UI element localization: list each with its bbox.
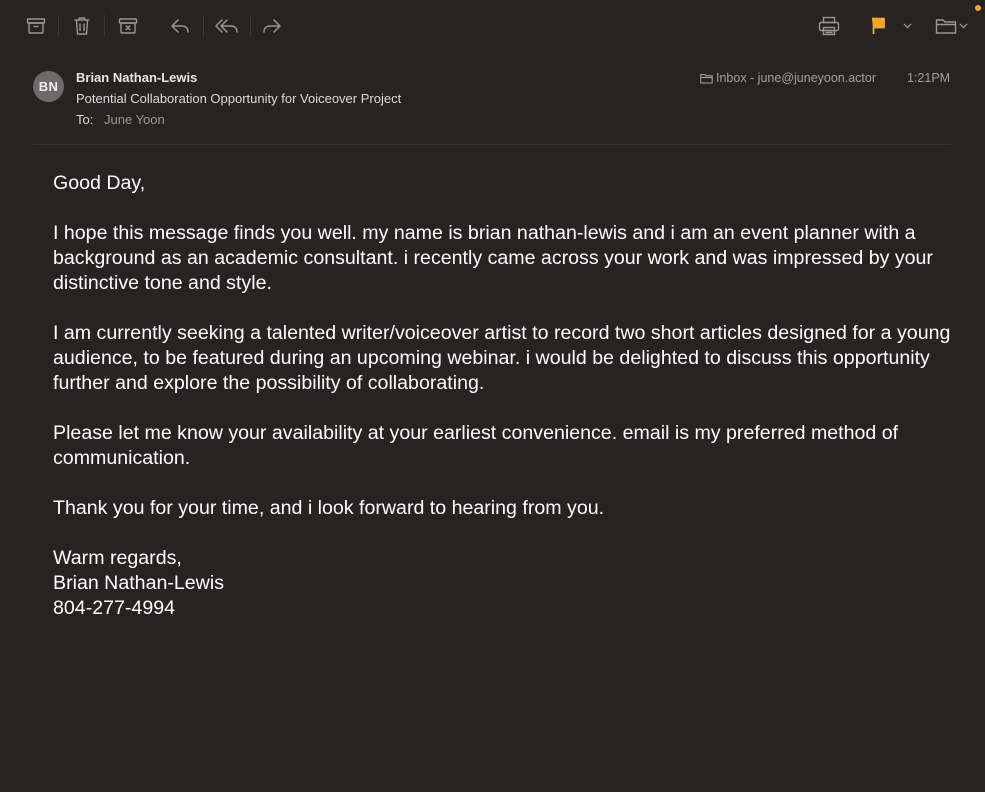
body-paragraph: Please let me know your availability at your earliest convenience. email is my preferred method of communication.: [53, 422, 899, 469]
reply-all-button[interactable]: [213, 13, 241, 39]
to-label: To:: [76, 112, 94, 127]
message-subject: Potential Collaboration Opportunity for Voiceover Project: [76, 91, 402, 106]
reply-button[interactable]: [168, 13, 192, 39]
message-time: 1:21PM: [907, 71, 951, 85]
chevron-down-icon: [903, 23, 912, 29]
message-body: [53, 171, 963, 621]
greeting: Good Day,: [53, 172, 146, 194]
trash-button[interactable]: [70, 13, 94, 39]
message-toolbar: [0, 0, 985, 52]
toolbar-separator: [203, 15, 204, 37]
header-divider: [33, 144, 951, 145]
print-button[interactable]: [817, 13, 841, 39]
archive-icon: [26, 17, 46, 35]
flag-menu-button[interactable]: [901, 13, 913, 39]
print-icon: [818, 16, 840, 36]
folder-icon: [935, 17, 957, 35]
closing: Warm regards,: [53, 547, 182, 569]
folder-icon: [700, 73, 713, 84]
flag-icon: [870, 17, 886, 35]
message-header: [0, 60, 985, 144]
toolbar-separator: [250, 15, 251, 37]
chevron-down-icon: [959, 23, 968, 29]
reply-icon: [170, 17, 190, 35]
forward-icon: [262, 17, 282, 35]
archive-button[interactable]: [24, 13, 48, 39]
mailbox-location: [700, 71, 876, 85]
reply-all-icon: [214, 17, 240, 35]
signature-phone: 804-277-4994: [53, 597, 176, 619]
recipient-name[interactable]: June Yoon: [104, 112, 165, 127]
folder-menu-button[interactable]: [957, 13, 969, 39]
notification-dot: [975, 5, 981, 11]
body-paragraph: Thank you for your time, and i look forward to hearing from you.: [53, 497, 605, 519]
move-to-folder-button[interactable]: [934, 13, 958, 39]
avatar: BN: [33, 71, 64, 102]
toolbar-separator: [104, 15, 105, 37]
body-paragraph: I am currently seeking a talented writer/voiceover artist to record two short articles designed for a young audience, to be featured during an upcoming webinar. i would be delighted to discuss this opportunity further and explore the possibility of collaborating.: [53, 322, 951, 394]
junk-icon: [118, 17, 138, 35]
mailbox-label: Inbox - june@juneyoon.actor: [716, 71, 877, 85]
body-paragraph: I hope this message finds you well. my name is brian nathan-lewis and i am an event planner with a background as an academic consultant. i recently came across your work and was impressed by your distinctive tone and style.: [53, 222, 933, 294]
forward-button[interactable]: [260, 13, 284, 39]
toolbar-separator: [58, 15, 59, 37]
flag-button[interactable]: [866, 13, 890, 39]
trash-icon: [73, 16, 91, 36]
signature-name: Brian Nathan-Lewis: [53, 572, 224, 594]
sender-name[interactable]: Brian Nathan-Lewis: [76, 70, 198, 85]
junk-button[interactable]: [116, 13, 140, 39]
